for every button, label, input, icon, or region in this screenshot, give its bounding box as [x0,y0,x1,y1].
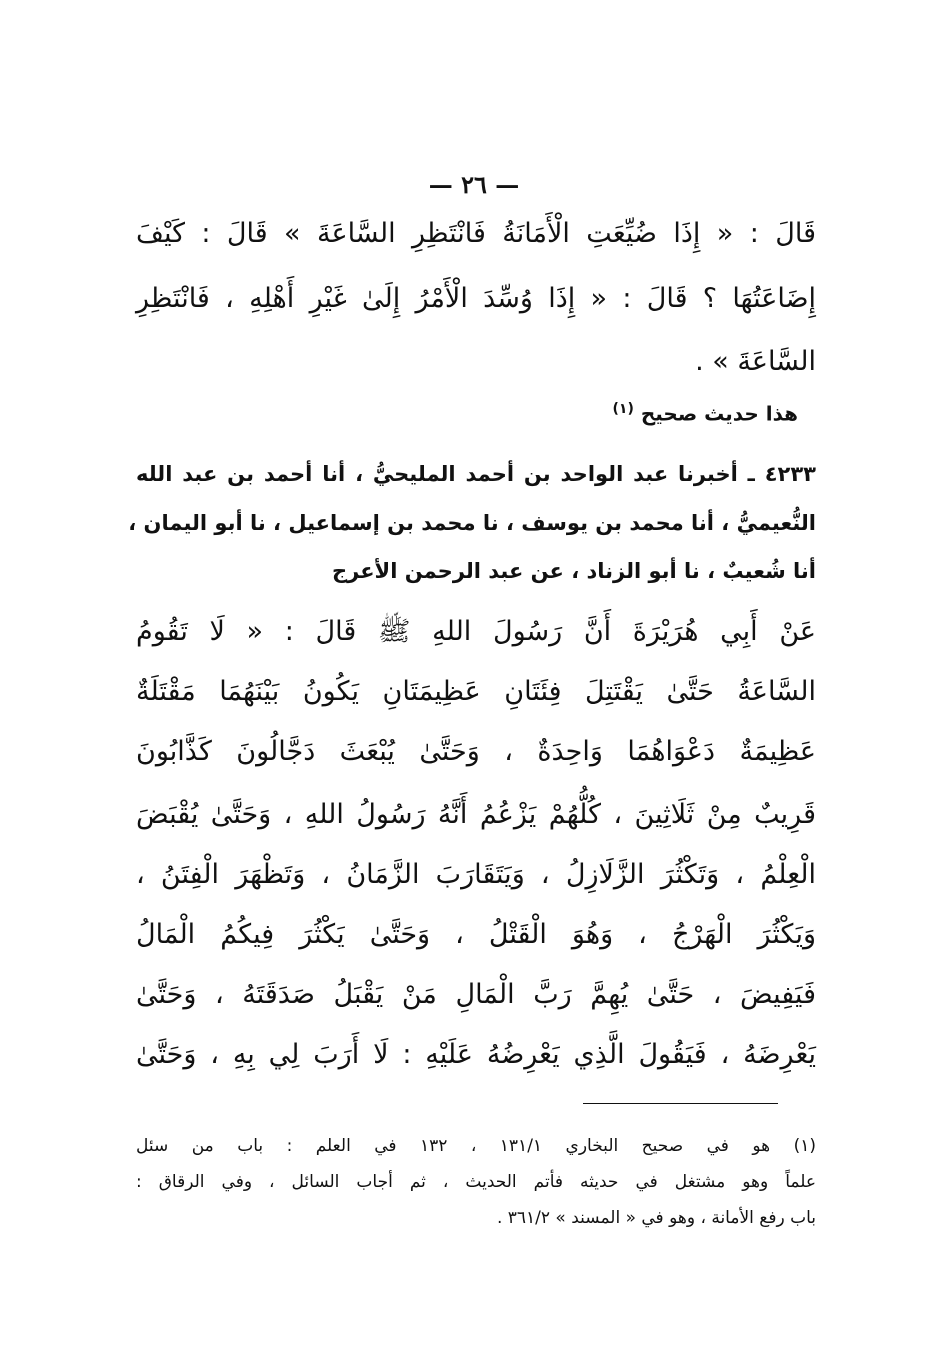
footnote-line: (١) هو في صحيح البخاري ١٣١/١ ، ١٣٢ في العلم : باب من سئل [136,1136,816,1156]
text-line: إِضَاعَتُهَا ؟ قَالَ : « إِذَا وُسِّدَ الْأَمْرُ إِلَىٰ غَيْرِ أَهْلِهِ ، فَانْتَظِرِ [136,283,816,314]
text-line: السَّاعَةَ » . [695,346,816,377]
footnote-separator [583,1103,778,1104]
text-line: السَّاعَةُ حَتَّىٰ يَقْتَتِلَ فِئَتَانِ عَظِيمَتَانِ يَكُونُ بَيْنَهُمَا مَقْتَلَةٌ [136,676,816,707]
isnad-line: ٤٢٣٣ ـ أخبرنا عبد الواحد بن أحمد المليحيُّ ، أنا أحمد بن عبد الله [136,462,816,486]
text-line: عَنْ أَبِي هُرَيْرَةَ أَنَّ رَسُولَ اللهِ ﷺ قَالَ : « لَا تَقُومُ [136,616,816,647]
hadith-grade [613,394,799,429]
text-line: فَيَفِيضَ ، حَتَّىٰ يُهِمَّ رَبَّ الْمَالِ مَنْ يَقْبَلُ صَدَقَتَهُ ، وَحَتَّىٰ [136,979,816,1010]
text-line: قَالَ : « إِذَا ضُيِّعَتِ الْأَمَانَةُ فَانْتَظِرِ السَّاعَةَ » قَالَ : كَيْفَ [136,218,816,249]
isnad-line: النُّعيميُّ ، أنا محمد بن يوسف ، نا محمد بن إسماعيل ، نا أبو اليمان ، [128,511,816,535]
footnote-line: علماً وهو مشتغل في حديثه فأتم الحديث ، ثم أجاب السائل ، وفي الرقاق : [136,1172,816,1192]
text-line: قَرِيبٌ مِنْ ثَلَاثِينَ ، كُلُّهُمْ يَزْعُمُ أَنَّهُ رَسُولُ اللهِ ، وَحَتَّىٰ يُقْبَضَ [136,799,816,830]
isnad-line: أنا شُعيبٌ ، نا أبو الزناد ، عن عبد الرحمن الأعرج [332,559,816,583]
text-line: عَظِيمَةٌ دَعْوَاهُمَا وَاحِدَةٌ ، وَحَتَّىٰ يُبْعَثَ دَجَّالُونَ كَذَّابُونَ [136,736,816,767]
footnote-line: باب رفع الأمانة ، وهو في « المسند » ٣٦١/٢ . [496,1208,816,1228]
text-line: يَعْرِضَهُ ، فَيَقُولَ الَّذِي يَعْرِضُهُ عَلَيْهِ : لَا أَرَبَ لِي بِهِ ، وَحَتَّىٰ [136,1039,816,1070]
text-line: الْعِلْمُ ، وَتَكْثُرَ الزَّلَازِلُ ، وَيَتَقَارَبَ الزَّمَانُ ، وَتَظْهَرَ الْفِتَنُ ، [136,859,816,890]
hadith-grade-text: هذا حديث صحيح [640,401,798,426]
page-number: — ٢٦ — [428,170,520,199]
text-line: وَيَكْثُرَ الْهَرْجُ ، وَهُوَ الْقَتْلُ ، وَحَتَّىٰ يَكْثُرَ فِيكُمُ الْمَالُ [136,919,816,950]
footnote-reference: (١) [612,401,634,417]
